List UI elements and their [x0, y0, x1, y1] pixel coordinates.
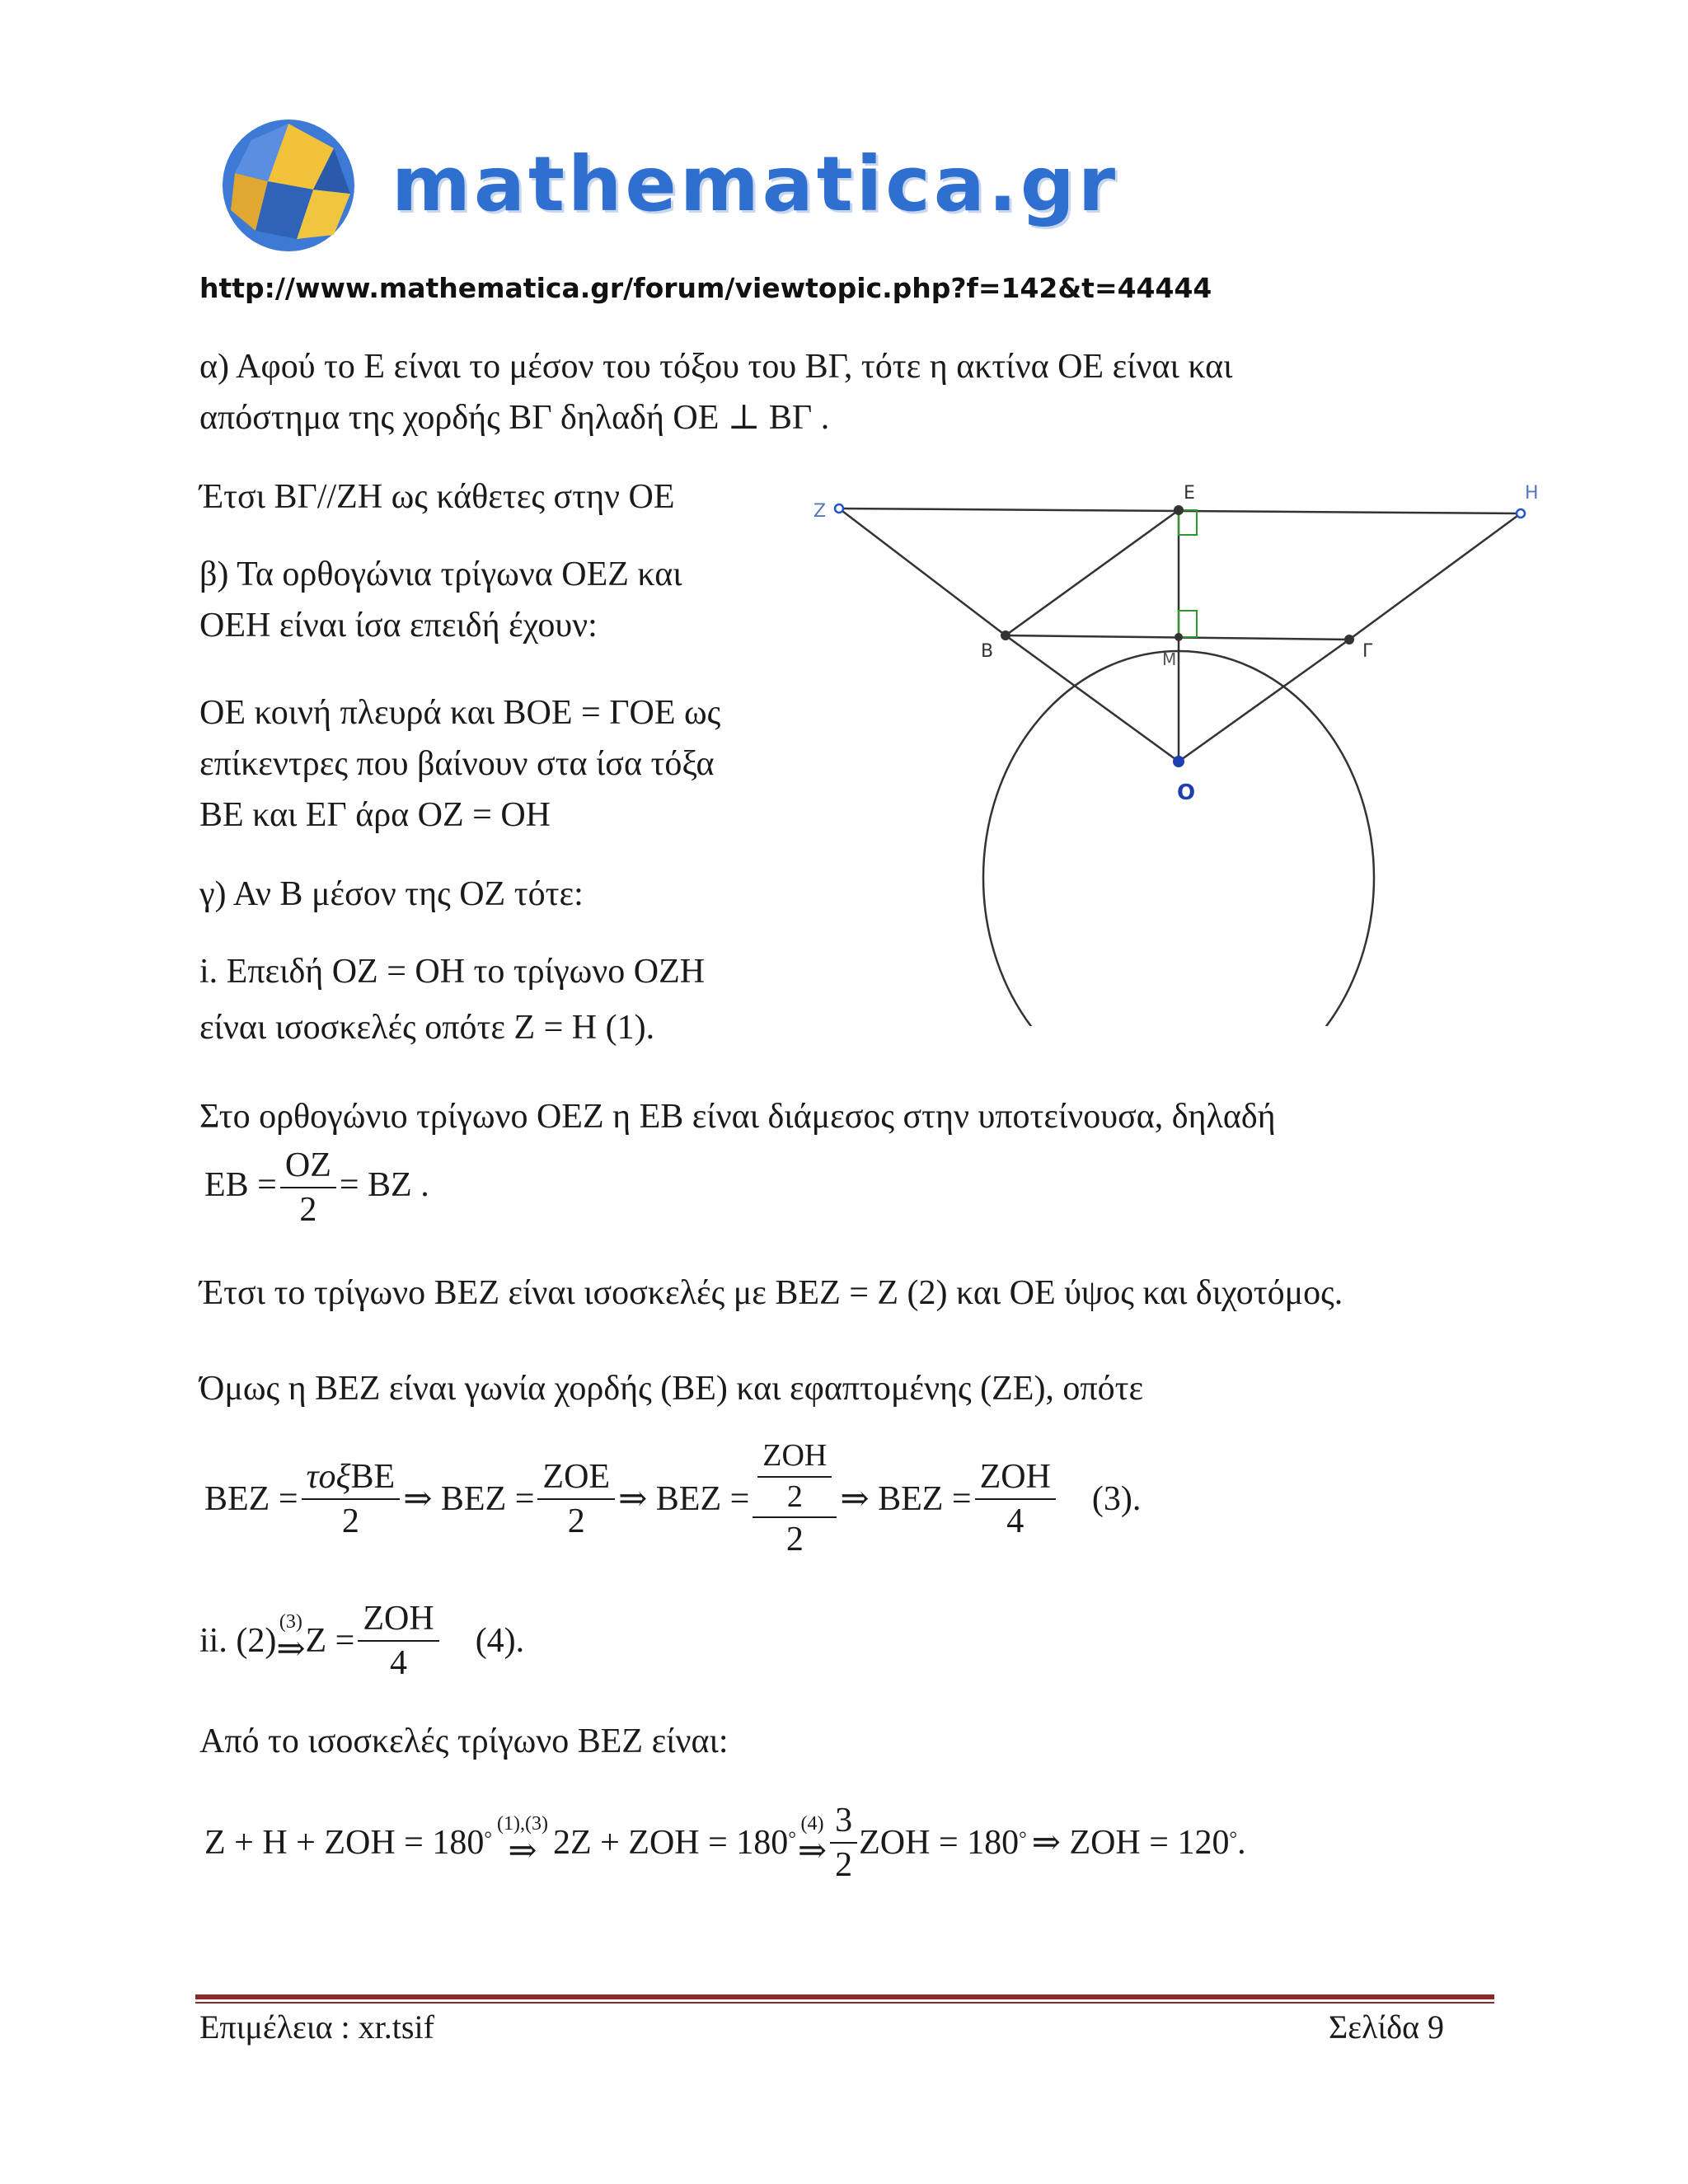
point-z	[835, 504, 843, 513]
eq3-f1-num: ΒΕ	[350, 1457, 396, 1496]
paragraph-etsi: Έτσι ΒΓ//ΖΗ ως κάθετες στην ΟΕ	[199, 478, 675, 516]
eq-eb-rhs: = ΒΖ .	[339, 1165, 429, 1204]
eqf-a: Ζ + Η + ΖΟΗ = 180	[204, 1824, 485, 1863]
label-z: Z	[814, 501, 827, 522]
eq3-t4: ⇒ ΒΕΖ =	[840, 1479, 972, 1518]
eqf-deg3: °	[1019, 1828, 1027, 1850]
eq-eb-lhs: ΕΒ =	[204, 1165, 277, 1204]
eq3-t3: ⇒ ΒΕΖ =	[618, 1479, 750, 1518]
eq3-f3-mid: 2	[786, 1479, 803, 1514]
eqf-frac	[830, 1801, 857, 1886]
paragraph-right-triangle: Στο ορθογώνιο τρίγωνο ΟΕΖ η ΕΒ είναι διάμεσος στην υποτείνουσα, δηλαδή	[199, 1098, 1276, 1136]
eq3-t2: ⇒ ΒΕΖ =	[403, 1479, 535, 1518]
eq4-num: ΖΟΗ	[358, 1599, 438, 1642]
footer-editor: Επιμέλεια : xr.tsif	[199, 2008, 434, 2046]
paragraph-apo: Από το ισοσκελές τρίγωνο ΒΕΖ είναι:	[199, 1722, 729, 1760]
footer-rule-thick	[195, 1994, 1494, 1999]
eq4-lhs: Ζ =	[305, 1622, 355, 1661]
eq3-f3-den: 2	[785, 1521, 804, 1559]
eq4-frac	[358, 1599, 438, 1684]
eq3-f2-den: 2	[567, 1502, 585, 1540]
eq4-arrow	[276, 1612, 305, 1670]
eq4-den: 4	[390, 1644, 408, 1683]
line-eb	[1006, 510, 1179, 635]
paragraph-a-line1: α) Αφού το Ε είναι το μέσον του τόξου του ΒΓ, τότε η ακτίνα ΟΕ είναι και	[199, 348, 1233, 386]
label-g: Γ	[1362, 641, 1373, 662]
eq3-f4-num: ΖΟΗ	[975, 1457, 1056, 1500]
eq4-prefix: ii. (2)	[199, 1622, 277, 1661]
geometry-figure	[804, 474, 1558, 1026]
paragraph-b-line1: β) Τα ορθογώνια τρίγωνα ΟΕΖ και	[199, 555, 682, 593]
eqf-num: 3	[830, 1801, 857, 1844]
equation-4	[199, 1599, 524, 1684]
eq3-frac4	[975, 1457, 1056, 1542]
line-go	[1179, 640, 1349, 762]
eq4-arrow-sym: ⇒	[276, 1630, 306, 1669]
eq-eb-num: ΟΖ	[280, 1146, 336, 1188]
eq3-f4-den: 4	[1006, 1502, 1025, 1540]
label-e: E	[1184, 483, 1195, 504]
line-zb	[839, 509, 1006, 635]
paragraph-a-line2: απόστημα της χορδής ΒΓ δηλαδή ΟΕ ⊥ ΒΓ .	[199, 399, 830, 437]
line-hg	[1349, 513, 1521, 640]
eqf-arrow1-sym: ⇒	[508, 1832, 537, 1871]
paragraph-b-line2: ΟΕΗ είναι ίσα επειδή έχουν:	[199, 607, 598, 644]
paragraph-i-line2: είναι ισοσκελές οπότε Ζ = Η (1).	[199, 1009, 655, 1047]
eq3-t1: ΒΕΖ =	[204, 1479, 298, 1518]
label-m: M	[1162, 649, 1177, 669]
point-m	[1175, 633, 1183, 641]
equation-final	[204, 1801, 1246, 1886]
paragraph-i-line1: i. Επειδή ΟΖ = ΟΗ το τρίγωνο ΟΖΗ	[199, 953, 706, 991]
footer-page-number: Σελίδα 9	[1329, 2008, 1445, 2046]
paragraph-omos: Όμως η ΒΕΖ είναι γωνία χορδής (ΒΕ) και εφαπτομένης (ΖΕ), οπότε	[199, 1370, 1144, 1408]
eq3-f2-num: ΖΟΕ	[537, 1457, 615, 1500]
label-h: H	[1525, 483, 1539, 504]
eq-eb-den: 2	[299, 1191, 317, 1230]
eqf-over2: (4)	[800, 1813, 824, 1835]
eqf-arrow2	[798, 1814, 827, 1872]
eq-eb-fraction	[280, 1146, 336, 1230]
paragraph-isosceles: Έτσι το τρίγωνο ΒΕΖ είναι ισοσκελές με ΒΕΖ = Ζ (2) και ΟΕ ύψος και διχοτόμος.	[199, 1274, 1343, 1312]
eq3-frac3	[753, 1438, 837, 1560]
point-o	[1173, 756, 1184, 767]
paragraph-c: γ) Αν Β μέσον της ΟΖ τότε:	[199, 875, 584, 913]
point-g	[1344, 635, 1354, 644]
eq3-f1-den: 2	[341, 1502, 359, 1540]
eq3-f3-top: ΖΟΗ	[757, 1438, 832, 1478]
eq3-frac2	[537, 1457, 615, 1542]
label-b: B	[981, 641, 994, 662]
eqf-deg4: °	[1229, 1828, 1238, 1850]
eqf-arrow2-sym: ⇒	[797, 1832, 828, 1871]
equation-3	[204, 1438, 1141, 1560]
equation-eb	[204, 1146, 429, 1230]
line-bo	[1006, 635, 1179, 762]
right-angle-mark-m	[1179, 611, 1197, 637]
paragraph-oe-line2: επίκεντρες που βαίνουν στα ίσα τόξα	[199, 745, 715, 783]
label-o: O	[1177, 780, 1196, 805]
point-b	[1001, 630, 1010, 640]
eq4-tag: (4).	[475, 1622, 525, 1661]
source-url[interactable]: http://www.mathematica.gr/forum/viewtopic.php?f=142&t=44444	[199, 272, 1212, 304]
eqf-c: ΖΟΗ = 180	[859, 1824, 1020, 1863]
eq3-frac1	[302, 1457, 401, 1542]
paragraph-oe-line3: ΒΕ και ΕΓ άρα ΟΖ = ΟΗ	[199, 796, 551, 834]
eqf-b: 2Ζ + ΖΟΗ = 180	[552, 1824, 789, 1863]
point-e	[1174, 505, 1184, 515]
eqf-end: .	[1237, 1824, 1246, 1863]
eqf-over1: (1),(3)	[496, 1813, 548, 1835]
footer-rule-thin	[195, 2002, 1494, 2004]
logo-polyhedron-icon	[218, 115, 359, 255]
eq3-tag: (3).	[1091, 1479, 1142, 1518]
eqf-d: ⇒ ΖΟΗ = 120	[1031, 1824, 1230, 1863]
paragraph-oe-line1: ΟΕ κοινή πλευρά και ΒΟΕ = ΓΟΕ ως	[199, 694, 721, 732]
point-h	[1517, 509, 1525, 518]
eqf-deg1: °	[484, 1828, 492, 1850]
logo-text: mathematica.gr	[392, 140, 1119, 228]
eqf-deg2: °	[788, 1828, 796, 1850]
eq3-f1-num-it: τοξ	[306, 1457, 351, 1496]
logo	[218, 115, 1119, 255]
eqf-arrow1	[497, 1814, 548, 1872]
eqf-den: 2	[835, 1846, 853, 1885]
eq4-over: (3)	[279, 1611, 302, 1633]
